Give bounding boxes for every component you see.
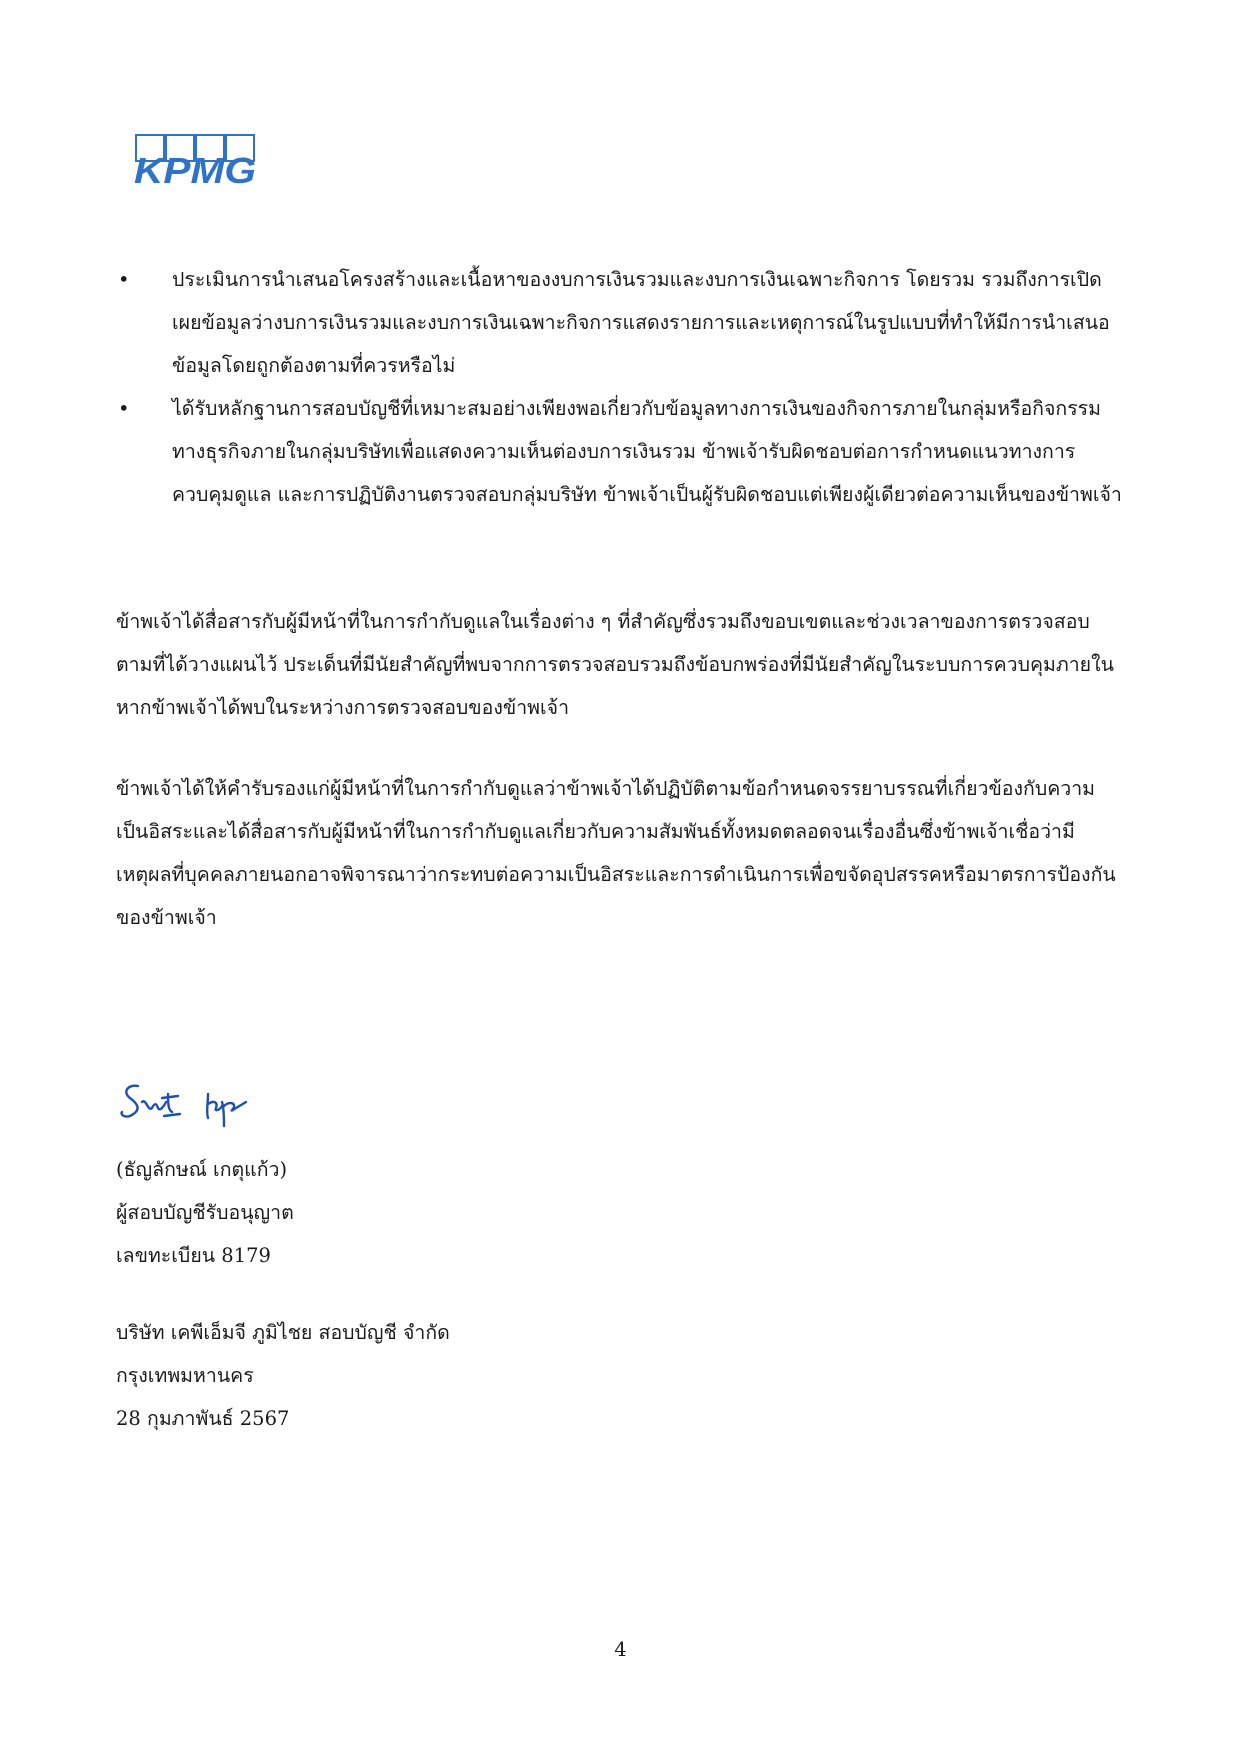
paragraph-communication: ข้าพเจ้าได้สื่อสารกับผู้มีหน้าที่ในการกำกับดูแลในเรื่องต่าง ๆ ที่สำคัญซึ่งรวมถึงขอบเขตและช่วงเวลาของการตรวจสอบตามที่ได้วางแผนไว้ ประเด็นที่มีนัยสำคัญที่พบจากการตรวจสอบรวมถึงข้อบกพร่องที่มีนัยสำคัญในระบบการควบคุมภายในหากข้าพเจ้าได้พบในระหว่างการตรวจสอบของข้าพเจ้า <box>116 610 1114 719</box>
bullet-text: ประเมินการนำเสนอโครงสร้างและเนื้อหาของงบการเงินรวมและงบการเงินเฉพาะกิจการ โดยรวม รวมถึงการเปิดเผยข้อมูลว่างบการเงินรวมและงบการเงินเฉพาะกิจการแสดงรายการและเหตุการณ์ในรูปแบบที่ทำให้มีการนำเสนอข้อมูลโดยถูกต้องตามที่ควรหรือไม่ <box>172 268 1110 377</box>
paragraph-independence: ข้าพเจ้าได้ให้คำรับรองแก่ผู้มีหน้าที่ในการกำกับดูแลว่าข้าพเจ้าได้ปฏิบัติตามข้อกำหนดจรรยาบรรณที่เกี่ยวข้องกับความเป็นอิสระและได้สื่อสารกับผู้มีหน้าที่ในการกำกับดูแลเกี่ยวกับความสัมพันธ์ทั้งหมดตลอดจนเรื่องอื่นซึ่งข้าพเจ้าเชื่อว่ามีเหตุผลที่บุคคลภายนอกอาจพิจารณาว่ากระทบต่อความเป็นอิสระและการดำเนินการเพื่อขจัดอุปสรรคหรือมาตรการป้องกันของข้าพเจ้า <box>116 777 1116 929</box>
firm-name: บริษัท เคพีเอ็มจี ภูมิไชย สอบบัญชี จำกัด <box>116 1321 450 1344</box>
report-date: 28 กุมภาพันธ์ 2567 <box>116 1407 290 1430</box>
bullet-icon: • <box>118 268 130 291</box>
kpmg-logo <box>134 133 284 193</box>
signer-title: ผู้สอบบัญชีรับอนุญาต <box>116 1201 294 1224</box>
bullet-list <box>116 258 1126 516</box>
handwritten-signature <box>116 1072 296 1132</box>
bullet-item <box>116 258 1126 387</box>
signer-block <box>116 1148 294 1277</box>
kpmg-logo-text: KPMG <box>134 150 256 191</box>
bullet-item <box>116 387 1126 516</box>
kpmg-logo-mark <box>134 133 284 193</box>
page-number: 4 <box>614 1638 627 1661</box>
signature-image <box>116 1072 296 1132</box>
bullet-text: ได้รับหลักฐานการสอบบัญชีที่เหมาะสมอย่างเพียงพอเกี่ยวกับข้อมูลทางการเงินของกิจการภายในกลุ่มหรือกิจกรรมทางธุรกิจภายในกลุ่มบริษัทเพื่อแสดงความเห็นต่องบการเงินรวม ข้าพเจ้ารับผิดชอบต่อการกำหนดแนวทางการควบคุมดูแล และการปฏิบัติงานตรวจสอบกลุ่มบริษัท ข้าพเจ้าเป็นผู้รับผิดชอบแต่เพียงผู้เดียวต่อความเห็นของข้าพเจ้า <box>172 397 1122 506</box>
bullet-icon: • <box>118 397 130 420</box>
firm-city: กรุงเทพมหานคร <box>116 1364 254 1387</box>
bullet-section <box>116 258 1126 516</box>
firm-block <box>116 1311 450 1440</box>
signer-name: (ธัญลักษณ์ เกตุแก้ว) <box>116 1158 288 1181</box>
signer-registration: เลขทะเบียน 8179 <box>116 1244 271 1267</box>
